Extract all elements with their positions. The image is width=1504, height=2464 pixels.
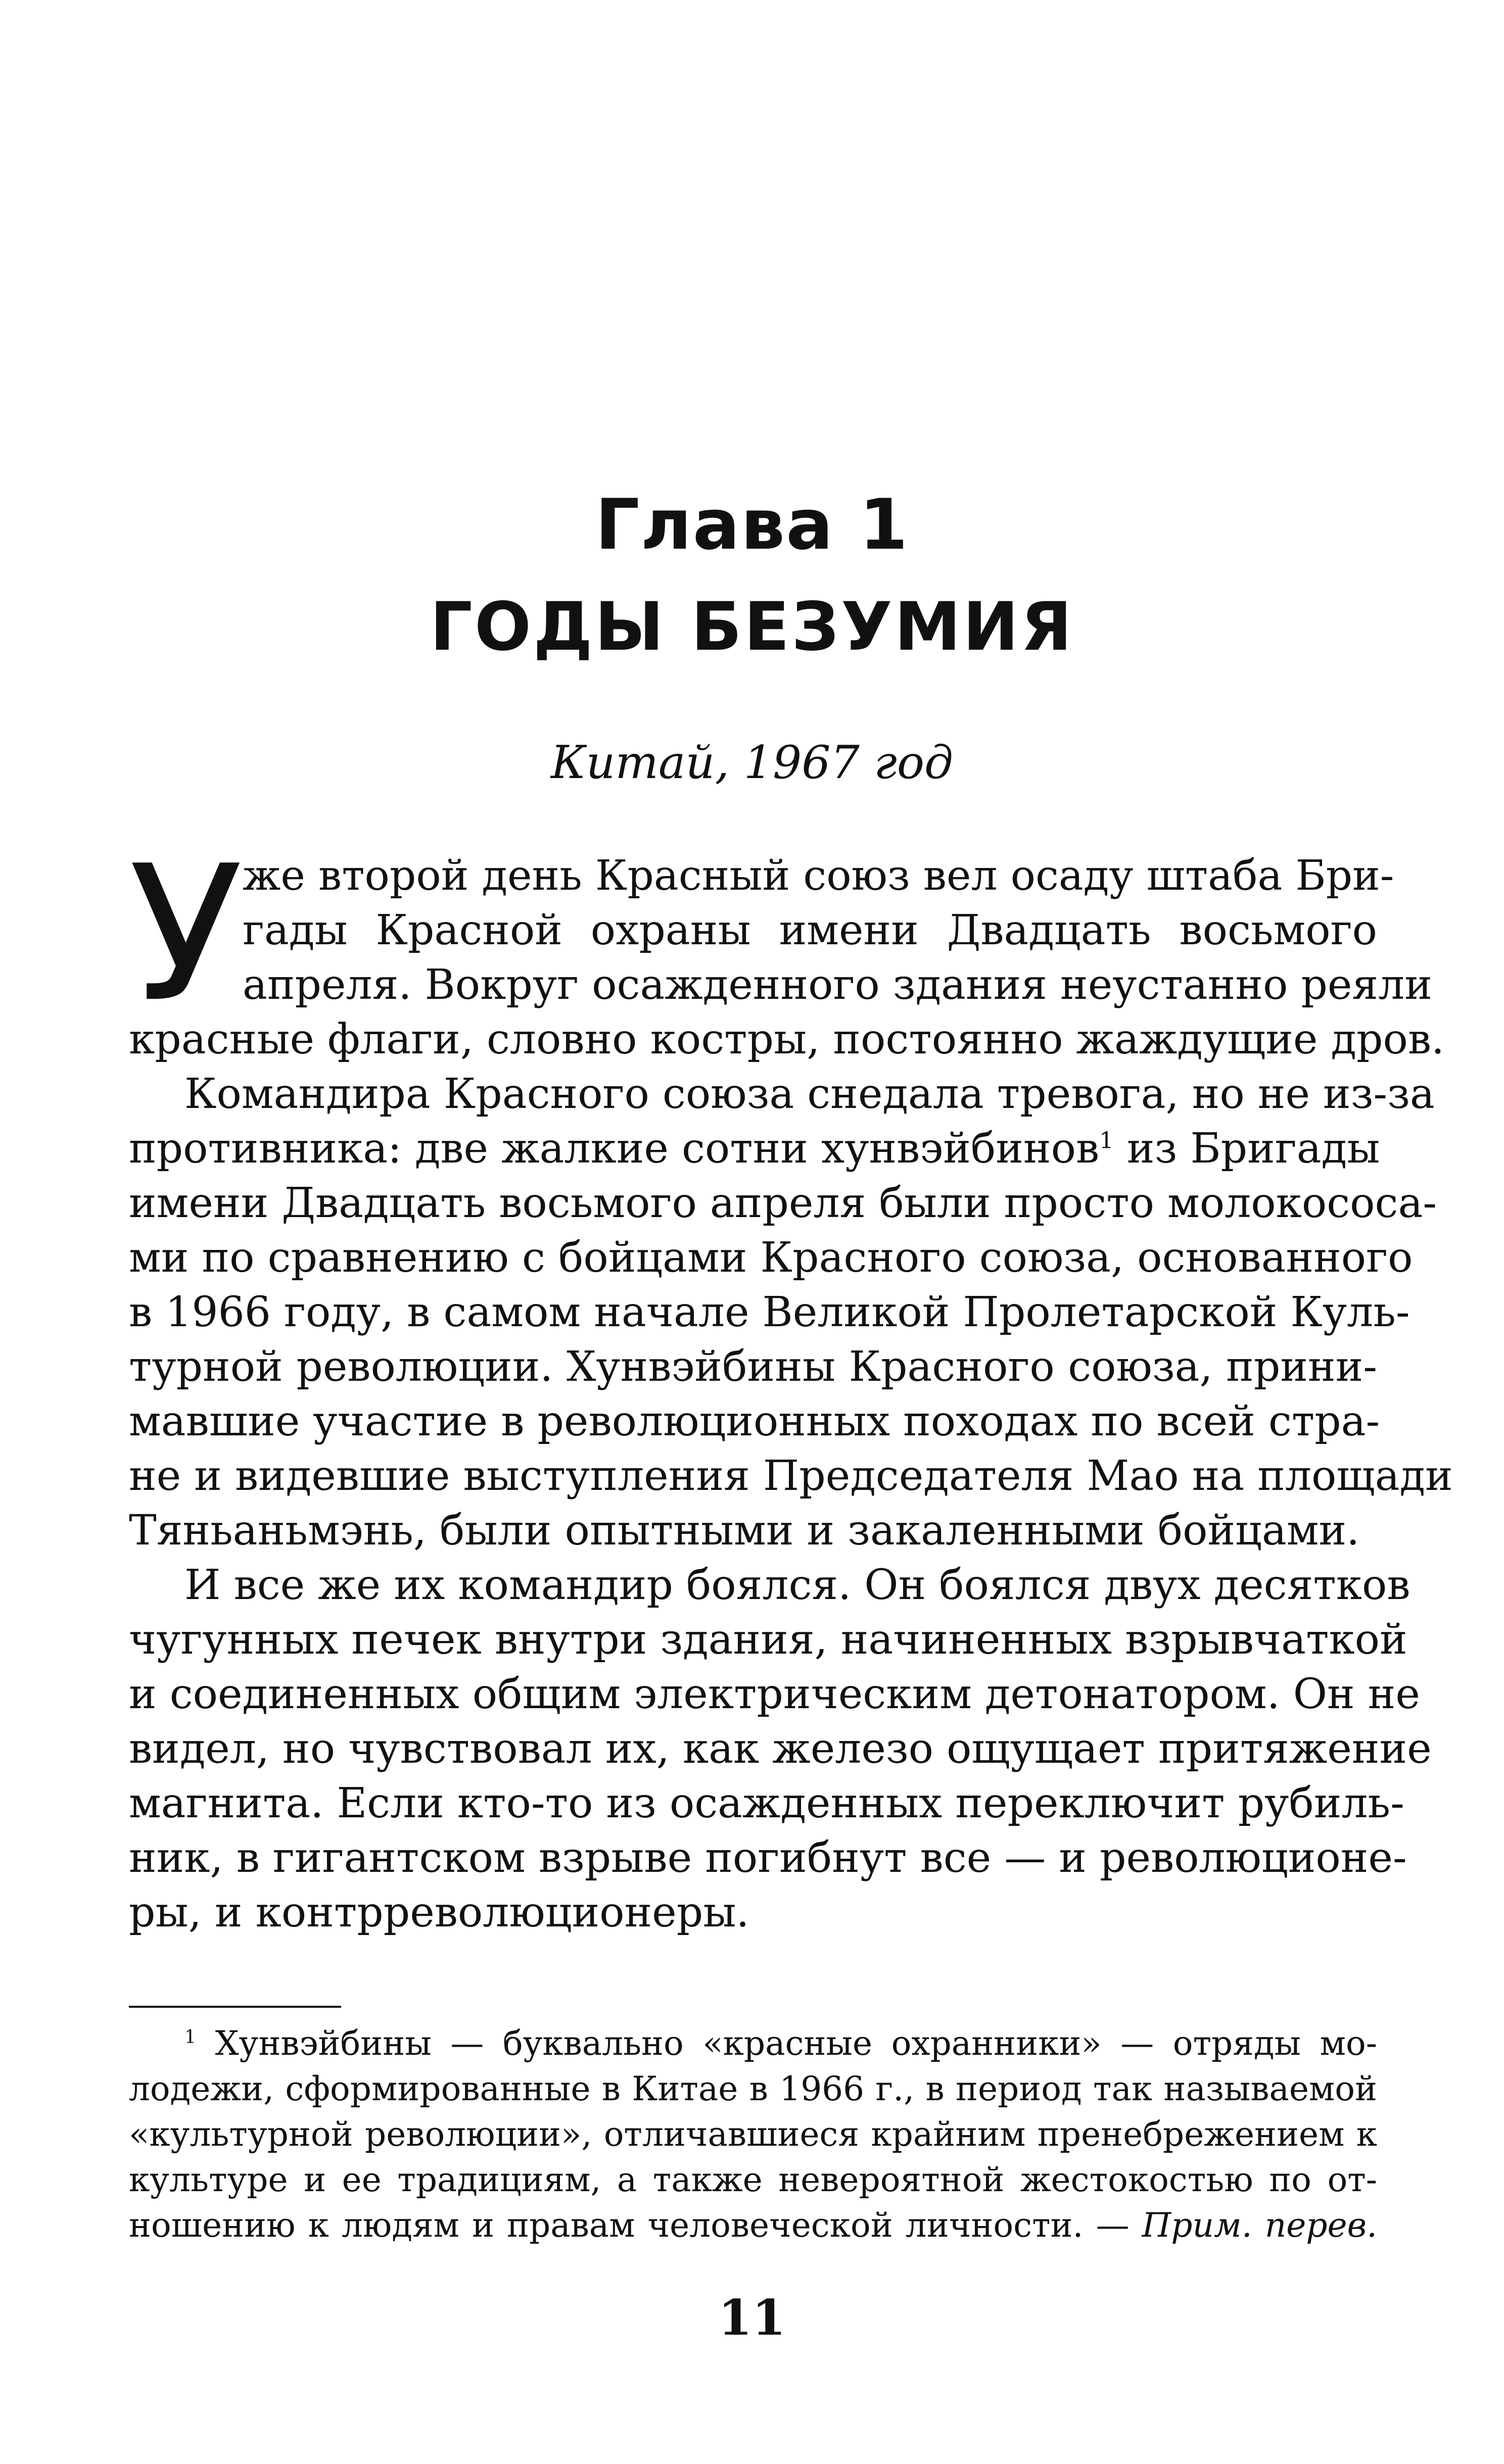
paragraph-1	[129, 1012, 1445, 1067]
text-line: в 1966 году, в самом начале Великой Пролетарской Куль-	[129, 1288, 1410, 1336]
chapter-epigraph: Китай, 1967 год	[550, 736, 954, 789]
text-line: И все же их командир боялся. Он боялся двух десятков	[184, 1561, 1411, 1609]
footnote-reference[interactable]: 1	[1099, 1127, 1114, 1154]
text-line: Командира Красного союза снедала тревога, но не из-за	[184, 1070, 1435, 1118]
footnote-mark: 1	[184, 2026, 197, 2048]
text-line: ми по сравнению с бойцами Красного союза, основанного	[129, 1234, 1413, 1282]
text-line: чугунных печек внутри здания, начиненных взрывчаткой	[129, 1616, 1407, 1664]
text-line: красные флаги, словно костры, постоянно жаждущие дров.	[129, 1016, 1445, 1064]
text-line: видел, но чувствовал их, как железо ощущает притяжение	[129, 1725, 1432, 1773]
paragraph-3	[129, 1558, 1432, 1940]
chapter-label: Глава 1	[595, 484, 909, 565]
page-number: 11	[718, 2289, 786, 2346]
footnote-line: культуре и ее традициям, а также невероятной жестокостью по от-	[129, 2160, 1377, 2199]
footnote-separator	[129, 2006, 341, 2008]
text-fragment: ношению к людям и правам человеческой личности. —	[129, 2206, 1142, 2245]
text-line: магнита. Если кто-то из осажденных переключит рубиль-	[129, 1779, 1404, 1827]
text-line: мавшие участие в революционных походах по всей стра-	[129, 1397, 1380, 1445]
text-line: не и видевшие выступления Председателя Мао на площади	[129, 1452, 1453, 1500]
text-line: апреля. Вокруг осажденного здания неустанно реяли	[243, 961, 1432, 1009]
text-line: Тяньаньмэнь, были опытными и закаленными бойцами.	[129, 1507, 1360, 1555]
chapter-title: ГОДЫ БЕЗУМИЯ	[430, 588, 1074, 666]
text-line: ник, в гигантском взрыве погибнут все — и революционе-	[129, 1834, 1407, 1882]
text-line	[129, 1122, 1380, 1176]
text-line: имени Двадцать восьмого апреля были просто молокососа-	[129, 1179, 1437, 1227]
footnote-line	[129, 2203, 1377, 2248]
footnote-line: лодежи, сформированные в Китае в 1966 г., в период так называемой	[129, 2069, 1377, 2108]
paragraph-2	[129, 1067, 1453, 1558]
text-line: и соединенных общим электрическим детонатором. Он не	[129, 1670, 1420, 1718]
text-line: гады Красной охраны имени Двадцать восьмого	[243, 906, 1377, 954]
footnote-line: «культурной революции», отличавшиеся крайним пренебрежением к	[129, 2115, 1377, 2154]
footnote-line	[129, 2021, 1377, 2066]
drop-cap-letter: У	[129, 826, 243, 1043]
text-line: турной революции. Хунвэйбины Красного союза, прини-	[129, 1343, 1377, 1391]
text-line: ры, и контрреволюционеры.	[129, 1889, 749, 1937]
translator-note: Прим. перев.	[1142, 2206, 1377, 2245]
footnote	[129, 2021, 1377, 2248]
paragraph-1-dropcap-lines	[243, 849, 1432, 1012]
text-fragment: Хунвэйбины — буквально «красные охранники» — отряды мо-	[196, 2024, 1377, 2063]
text-fragment: из Бригады	[1113, 1125, 1380, 1173]
text-fragment: противника: две жалкие сотни хунвэйбинов	[129, 1125, 1100, 1173]
text-line: же второй день Красный союз вел осаду штаба Бри-	[243, 852, 1394, 900]
